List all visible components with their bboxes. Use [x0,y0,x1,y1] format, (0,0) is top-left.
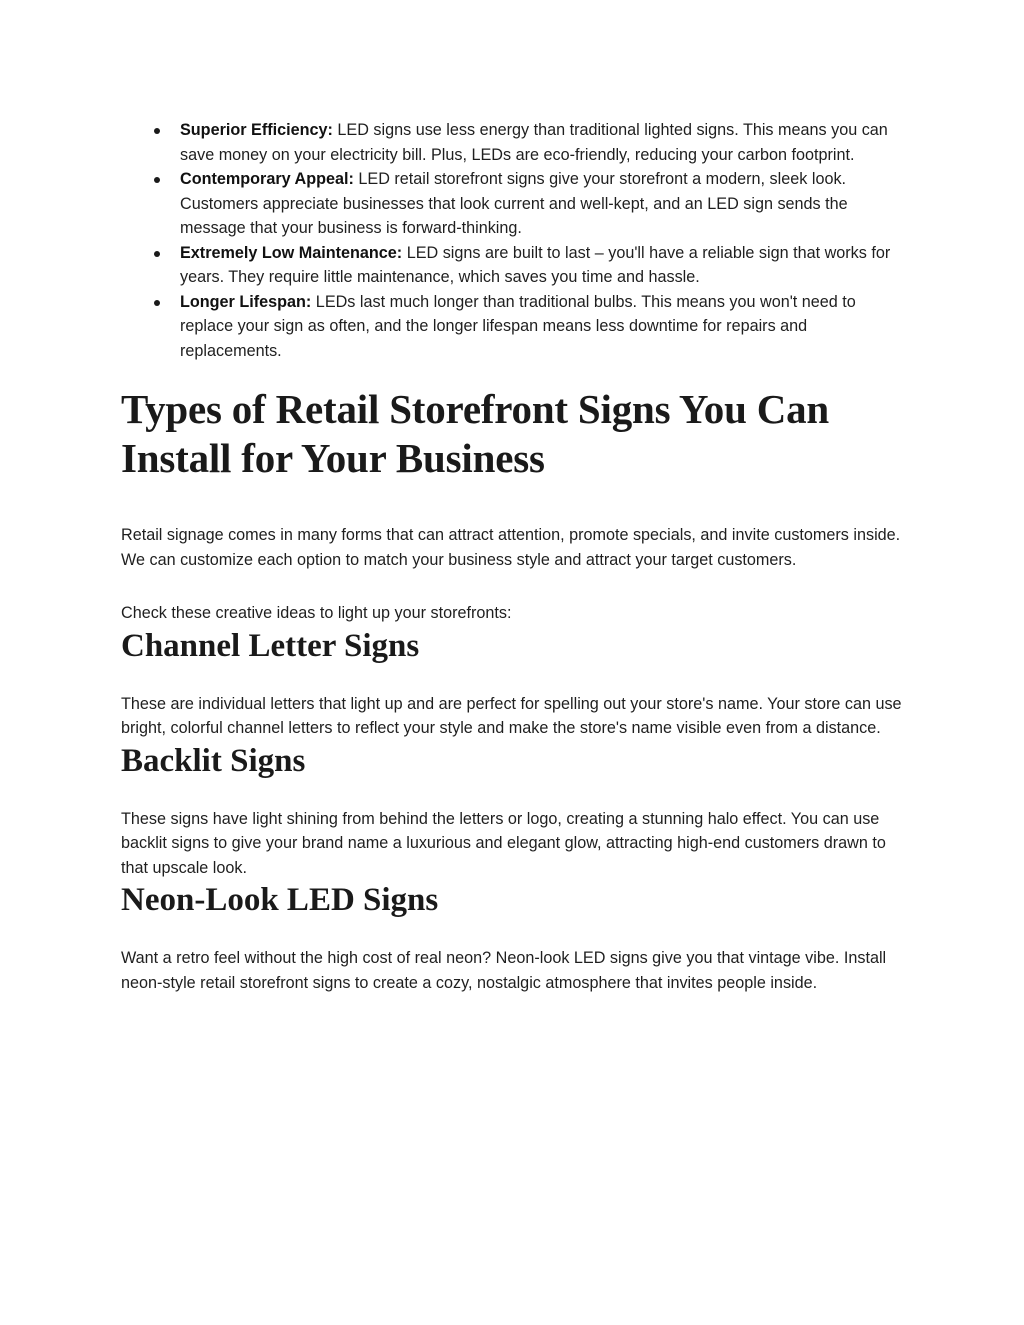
list-item [121,118,911,167]
bullet-icon [154,177,160,183]
neon-look-paragraph: Want a retro feel without the high cost of real neon? Neon-look LED signs give you that vintage vibe. Install neon-style retail storefront signs to create a cozy, nostalgic atmosphere that invites people inside. [121,949,887,992]
list-item-title: Extremely Low Maintenance: [180,243,403,262]
list-item-title: Longer Lifespan: [180,292,312,311]
main-heading: Types of Retail Storefront Signs You Can Install for Your Business [121,386,830,481]
list-item [121,241,911,290]
backlit-paragraph: These signs have light shining from behind the letters or logo, creating a stunning halo effect. You can use backlit signs to give your brand name a luxurious and elegant glow, attracting high-end customers drawn to that upscale look. [121,809,886,877]
bullet-icon [154,251,160,257]
list-item [121,167,911,241]
neon-look-heading: Neon-Look LED Signs [121,882,439,918]
list-item-title: Superior Efficiency: [180,121,333,139]
channel-letter-paragraph: These are individual letters that light up and are perfect for spelling out your store's name. Your store can use bright, colorful channel letters to reflect your style and make the store's name visible even from a distance. [121,694,902,737]
intro-paragraph: Retail signage comes in many forms that can attract attention, promote specials, and invite customers inside. We can customize each option to match your business style and attract your target customers. [121,526,901,569]
bullet-icon [154,300,160,306]
backlit-heading: Backlit Signs [121,742,306,779]
bullet-icon [154,128,160,134]
list-item-text: LED retail storefront signs give your storefront a modern, sleek look. Customers appreciate businesses that look current and well-kept, and an LED sign sends the message that your business is forward-thinking. [180,170,848,237]
list-item-text: LED signs are built to last – you'll have a reliable sign that works for years. They require little maintenance, which saves you time and hassle. [180,243,891,286]
list-item [121,290,911,364]
list-item-text: LED signs use less energy than traditional lighted signs. This means you can save money on your electricity bill. Plus, LEDs are eco-friendly, reducing your carbon footprint. [180,121,888,164]
benefits-list [121,118,911,363]
list-item-title: Contemporary Appeal: [180,170,354,188]
ideas-paragraph: Check these creative ideas to light up your storefronts: [121,604,512,622]
list-item-text: LEDs last much longer than traditional bulbs. This means you won't need to replace your sign as often, and the longer lifespan means less downtime for repairs and replacements. [180,292,856,360]
document-page [121,118,911,995]
channel-letter-heading: Channel Letter Signs [121,627,420,664]
